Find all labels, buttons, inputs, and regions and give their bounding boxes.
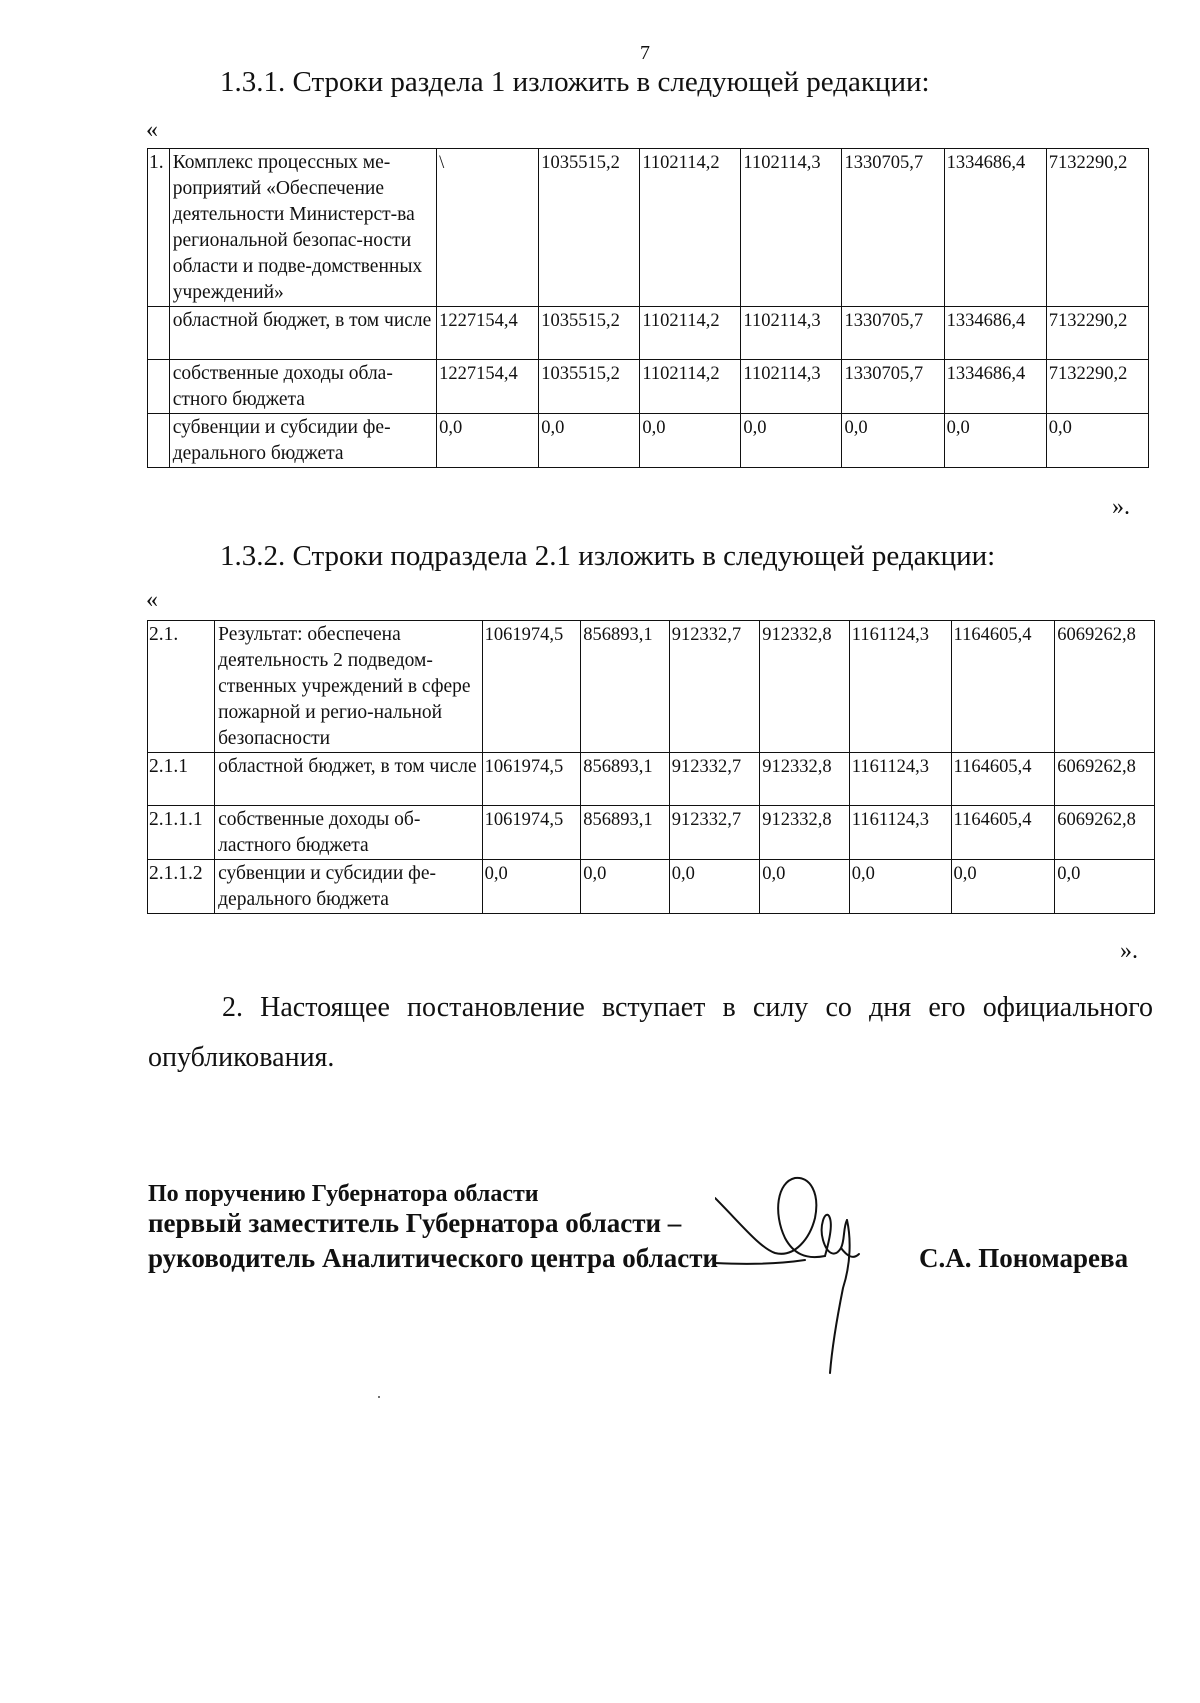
value-cell: 856893,1 bbox=[581, 621, 669, 753]
row-number: 2.1.1 bbox=[148, 753, 215, 806]
section-2-heading: 1.3.2. Строки подраздела 2.1 изложить в следующей редакции: bbox=[220, 540, 996, 572]
value-cell: 1061974,5 bbox=[482, 806, 581, 860]
value-cell: 912332,7 bbox=[669, 753, 760, 806]
value-cell: 856893,1 bbox=[581, 753, 669, 806]
value-cell: 1334686,4 bbox=[944, 307, 1046, 360]
row-name: субвенции и субсидии фе-дерального бюджета bbox=[215, 860, 483, 914]
value-cell: 912332,7 bbox=[669, 806, 760, 860]
row-number bbox=[148, 360, 170, 414]
section-1-heading: 1.3.1. Строки раздела 1 изложить в следующей редакции: bbox=[220, 66, 930, 98]
value-cell: 1061974,5 bbox=[482, 621, 581, 753]
signature-line-2: первый заместитель Губернатора области – bbox=[148, 1208, 682, 1238]
row-name: областной бюджет, в том числе bbox=[169, 307, 436, 360]
section-2-table bbox=[147, 620, 1155, 914]
paragraph-line-2: опубликования. bbox=[148, 1042, 335, 1073]
row-name: собственные доходы об-ластного бюджета bbox=[215, 806, 483, 860]
section-1-open-quote: « bbox=[146, 117, 158, 143]
table-row bbox=[148, 806, 1155, 860]
value-cell: 0,0 bbox=[1055, 860, 1155, 914]
value-cell: 1334686,4 bbox=[944, 360, 1046, 414]
value-cell: 1161124,3 bbox=[849, 806, 951, 860]
value-cell: 912332,8 bbox=[760, 806, 850, 860]
value-cell: 0,0 bbox=[482, 860, 581, 914]
row-name: субвенции и субсидии фе-дерального бюджета bbox=[169, 414, 436, 468]
value-cell: 912332,8 bbox=[760, 753, 850, 806]
value-cell: 0,0 bbox=[539, 414, 640, 468]
value-cell: 1102114,2 bbox=[640, 149, 741, 307]
value-cell: 1330705,7 bbox=[842, 360, 944, 414]
value-cell: 1061974,5 bbox=[482, 753, 581, 806]
value-cell: 0,0 bbox=[849, 860, 951, 914]
value-cell: 7132290,2 bbox=[1046, 360, 1148, 414]
signature-line-1: По поручению Губернатора области bbox=[148, 1181, 539, 1207]
row-name: собственные доходы обла-стного бюджета bbox=[169, 360, 436, 414]
value-cell: 1330705,7 bbox=[842, 149, 944, 307]
table-row bbox=[148, 360, 1149, 414]
value-cell: 1102114,3 bbox=[741, 307, 842, 360]
value-cell: 0,0 bbox=[1046, 414, 1148, 468]
signature-line-3: руководитель Аналитического центра области bbox=[148, 1243, 719, 1273]
section-1-close-quote: ». bbox=[1112, 494, 1130, 520]
value-cell: 0,0 bbox=[581, 860, 669, 914]
value-cell: 1161124,3 bbox=[849, 753, 951, 806]
value-cell: 1334686,4 bbox=[944, 149, 1046, 307]
value-cell: \ bbox=[437, 149, 539, 307]
value-cell: 0,0 bbox=[741, 414, 842, 468]
section-2-close-quote: ». bbox=[1120, 938, 1138, 964]
value-cell: 1035515,2 bbox=[539, 149, 640, 307]
table-row bbox=[148, 149, 1149, 307]
value-cell: 7132290,2 bbox=[1046, 149, 1148, 307]
row-number bbox=[148, 307, 170, 360]
row-name: Результат: обеспечена деятельность 2 подведом-ственных учреждений в сфере пожарной и регио-нальной безопасности bbox=[215, 621, 483, 753]
table-row bbox=[148, 307, 1149, 360]
value-cell: 0,0 bbox=[640, 414, 741, 468]
value-cell: 1102114,3 bbox=[741, 360, 842, 414]
value-cell: 912332,7 bbox=[669, 621, 760, 753]
value-cell: 1227154,4 bbox=[437, 360, 539, 414]
value-cell: 1227154,4 bbox=[437, 307, 539, 360]
row-name: Комплекс процессных ме-роприятий «Обеспечение деятельности Министерст-ва региональной безопас-ности области и подве-домственных учреждений» bbox=[169, 149, 436, 307]
row-number: 2.1.1.2 bbox=[148, 860, 215, 914]
row-number bbox=[148, 414, 170, 468]
value-cell: 0,0 bbox=[760, 860, 850, 914]
table-row bbox=[148, 621, 1155, 753]
value-cell: 1164605,4 bbox=[951, 753, 1055, 806]
value-cell: 856893,1 bbox=[581, 806, 669, 860]
section-1-table bbox=[147, 148, 1149, 468]
value-cell: 0,0 bbox=[669, 860, 760, 914]
value-cell: 6069262,8 bbox=[1055, 621, 1155, 753]
value-cell: 1102114,2 bbox=[640, 307, 741, 360]
value-cell: 1102114,2 bbox=[640, 360, 741, 414]
value-cell: 1161124,3 bbox=[849, 621, 951, 753]
value-cell: 1102114,3 bbox=[741, 149, 842, 307]
signatory-name: С.А. Пономарева bbox=[919, 1243, 1129, 1273]
value-cell: 0,0 bbox=[944, 414, 1046, 468]
value-cell: 0,0 bbox=[951, 860, 1055, 914]
handwritten-signature bbox=[715, 1168, 915, 1378]
scan-speck bbox=[378, 1396, 380, 1398]
value-cell: 0,0 bbox=[842, 414, 944, 468]
value-cell: 1330705,7 bbox=[842, 307, 944, 360]
value-cell: 1164605,4 bbox=[951, 621, 1055, 753]
value-cell: 912332,8 bbox=[760, 621, 850, 753]
page-number: 7 bbox=[640, 42, 650, 64]
row-name: областной бюджет, в том числе bbox=[215, 753, 483, 806]
table-row bbox=[148, 753, 1155, 806]
value-cell: 6069262,8 bbox=[1055, 753, 1155, 806]
value-cell: 0,0 bbox=[437, 414, 539, 468]
paragraph-line-1: 2. Настоящее постановление вступает в силу со дня его официального bbox=[222, 992, 1153, 1023]
row-number: 2.1.1.1 bbox=[148, 806, 215, 860]
value-cell: 1164605,4 bbox=[951, 806, 1055, 860]
table-row bbox=[148, 414, 1149, 468]
section-2-open-quote: « bbox=[146, 587, 158, 613]
value-cell: 6069262,8 bbox=[1055, 806, 1155, 860]
value-cell: 1035515,2 bbox=[539, 307, 640, 360]
row-number: 1. bbox=[148, 149, 170, 307]
value-cell: 1035515,2 bbox=[539, 360, 640, 414]
table-row bbox=[148, 860, 1155, 914]
row-number: 2.1. bbox=[148, 621, 215, 753]
value-cell: 7132290,2 bbox=[1046, 307, 1148, 360]
